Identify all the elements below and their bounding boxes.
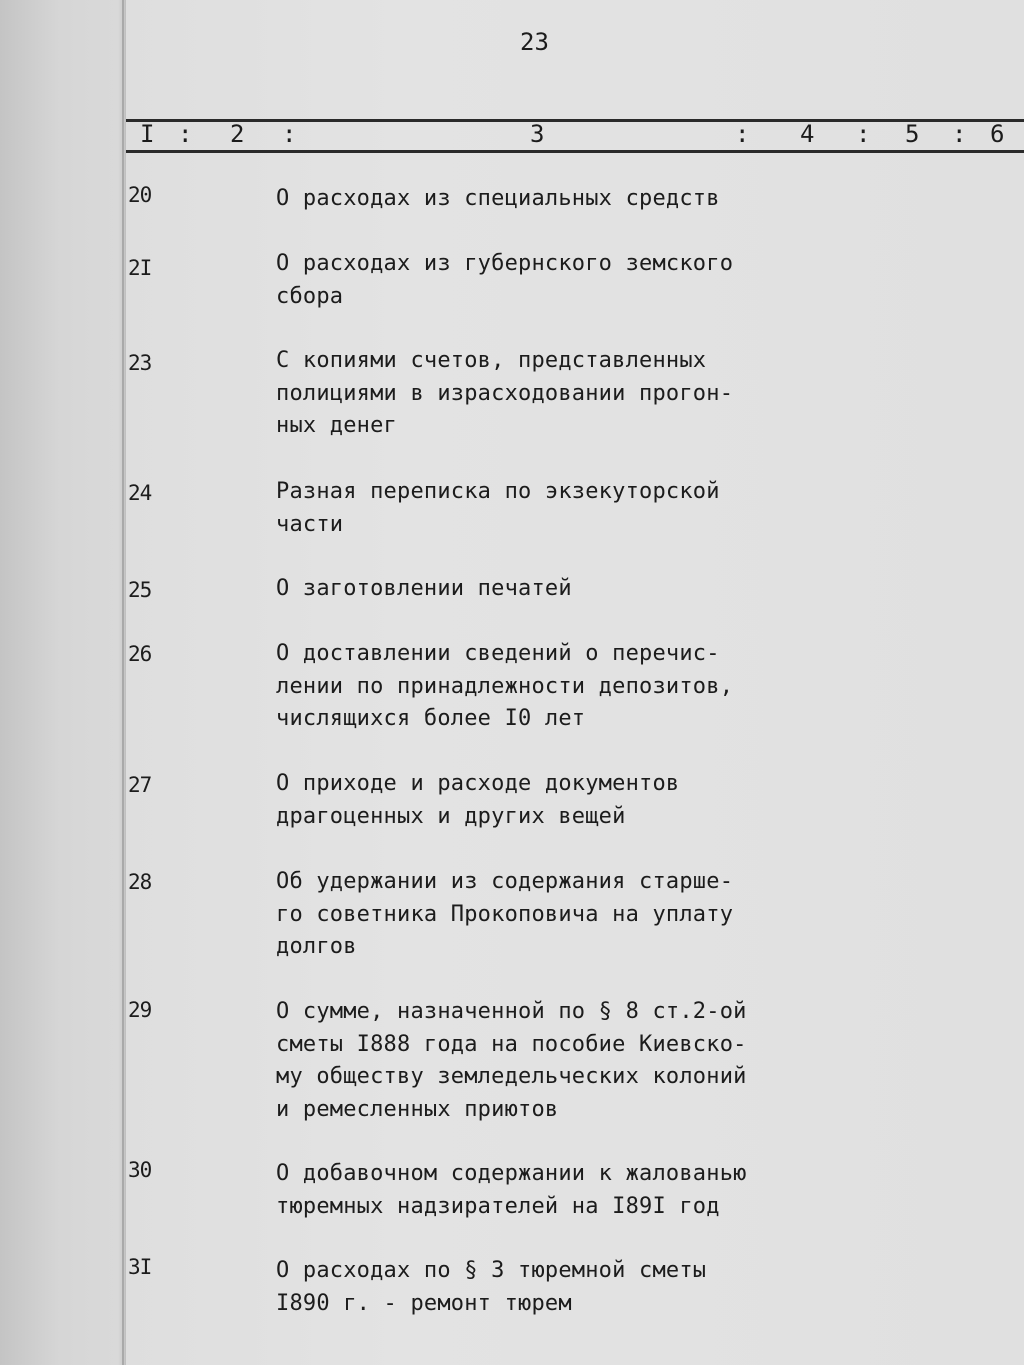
entry-title: О расходах из специальных средств [276, 186, 720, 211]
column-separator: : [178, 120, 193, 148]
entry-title: Разная переписка по экзекуторской части [276, 479, 720, 537]
column-header-4: 4 [800, 120, 815, 148]
binding-fold [0, 0, 126, 1365]
entry-number: 2I [128, 256, 152, 280]
entry-title: О приходе и расходе документов драгоценных и других вещей [276, 771, 680, 829]
entry-title: О заготовлении печатей [276, 576, 572, 601]
column-separator: : [735, 120, 750, 148]
entry-title: Об удержании из содержания старше- го советника Прокоповича на уплату долгов [276, 869, 734, 959]
entry-number: 29 [128, 998, 152, 1022]
entry-number: 24 [128, 481, 152, 505]
entry-title: О сумме, назначенной по § 8 ст.2-ой сметы I888 года на пособие Киевско- му обществу земледельческих колоний и ремесленных приютов [276, 999, 747, 1122]
entry-title: О доставлении сведений о перечис- лении по принадлежности депозитов, числящихся более I0 лет [276, 641, 734, 731]
entry-title: О добавочном содержании к жалованью тюремных надзирателей на I89I год [276, 1161, 747, 1219]
entry-number: 27 [128, 773, 152, 797]
entry-number: 26 [128, 642, 152, 666]
page-number: 23 [520, 28, 549, 56]
column-header-1: I [140, 120, 155, 148]
fold-line [122, 0, 124, 1365]
entry-title: С копиями счетов, представленных полициями в израсходовании прогон- ных денег [276, 348, 734, 438]
entry-title: О расходах по § 3 тюремной сметы I890 г. - ремонт тюрем [276, 1258, 707, 1316]
column-header-2: 2 [230, 120, 245, 148]
entry-title: О расходах из губернского земского сбора [276, 251, 734, 309]
column-header-3: 3 [530, 120, 545, 148]
header-rule-top [126, 119, 1024, 122]
column-separator: : [952, 120, 967, 148]
entry-number: 28 [128, 870, 152, 894]
entry-number: 23 [128, 351, 152, 375]
column-header-6: 6 [990, 120, 1005, 148]
entry-number: 3I [128, 1255, 152, 1279]
entry-number: 30 [128, 1158, 152, 1182]
entry-number: 25 [128, 578, 152, 602]
column-header-5: 5 [905, 120, 920, 148]
entry-number: 20 [128, 183, 152, 207]
header-rule-bottom [126, 150, 1024, 153]
column-separator: : [856, 120, 871, 148]
column-separator: : [282, 120, 297, 148]
